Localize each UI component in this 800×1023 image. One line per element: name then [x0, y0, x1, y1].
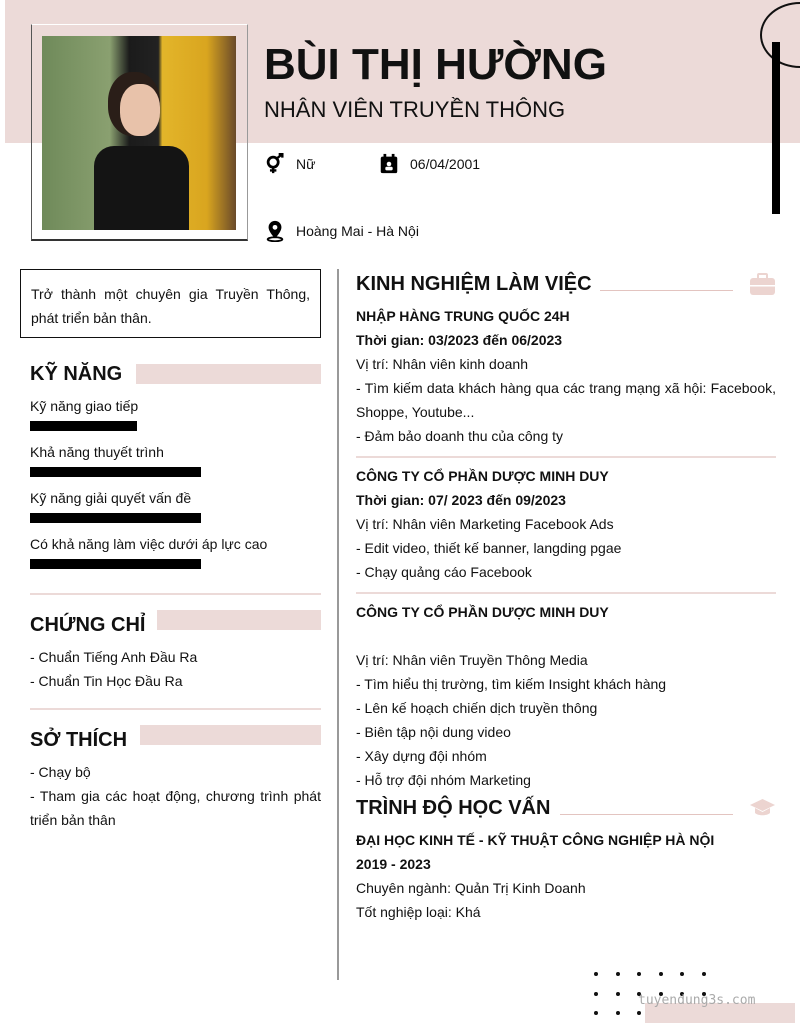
school-name: ĐẠI HỌC KINH TẾ - KỸ THUẬT CÔNG NGHIỆP HÀ NỘI [356, 832, 715, 848]
job-detail: Vị trí: Nhân viên Marketing Facebook Ads [356, 516, 614, 532]
company-name: CÔNG TY CỔ PHẦN DƯỢC MINH DUY [356, 604, 609, 620]
column-divider [337, 269, 339, 980]
heading-accent [140, 725, 321, 745]
certificates-list [30, 645, 197, 693]
skill-label: Có khả năng làm việc dưới áp lực cao [30, 536, 268, 552]
job-detail: - Xây dựng đội nhóm [356, 748, 487, 764]
gender-value: Nữ [296, 156, 316, 172]
calendar-icon [378, 153, 400, 175]
gender-info [264, 153, 315, 175]
dot [594, 1011, 598, 1015]
job-detail: - Hỗ trợ đội nhóm Marketing [356, 772, 531, 788]
gender-icon [264, 153, 286, 175]
birthday-value: 06/04/2001 [410, 156, 481, 172]
dot [616, 1011, 620, 1015]
dot [680, 972, 684, 976]
job-time: Thời gian: 03/2023 đến 06/2023 [356, 332, 563, 348]
skill-item [30, 486, 320, 532]
skill-level-bar [30, 467, 201, 477]
watermark: tuyendung3s.com [638, 993, 756, 1008]
dot [702, 972, 706, 976]
dot [594, 992, 598, 996]
dot [616, 972, 620, 976]
job-entry [356, 304, 776, 458]
job-time: Thời gian: 07/ 2023 đến 09/2023 [356, 492, 566, 508]
heading-line [600, 290, 733, 291]
skill-item [30, 394, 320, 440]
job-entry [356, 464, 776, 594]
divider [30, 593, 321, 595]
skill-level-bar [30, 513, 201, 523]
dot [616, 992, 620, 996]
job-detail: - Chạy quảng cáo Facebook [356, 564, 532, 580]
hobbies-heading: SỞ THÍCH [30, 729, 128, 751]
certificates-heading: CHỨNG CHỈ [30, 614, 146, 636]
dot [659, 972, 663, 976]
dot [637, 972, 641, 976]
hobby-item: - Tham gia các hoạt động, chương trình phát triển bản thân [30, 788, 321, 828]
job-detail: - Biên tập nội dung video [356, 724, 511, 740]
skill-label: Kỹ năng giải quyết vấn đề [30, 490, 192, 506]
education-heading: TRÌNH ĐỘ HỌC VẤN [356, 797, 551, 819]
job-detail: - Đảm bảo doanh thu của công ty [356, 428, 564, 444]
address-value: Hoàng Mai - Hà Nội [296, 223, 419, 239]
experience-list [356, 304, 776, 792]
briefcase-icon [749, 272, 776, 296]
heading-accent [157, 610, 321, 630]
job-entry [356, 600, 776, 792]
candidate-position: NHÂN VIÊN TRUYỀN THÔNG [264, 97, 566, 122]
dot [637, 1011, 641, 1015]
job-detail: - Tìm kiếm data khách hàng qua các trang mạng xã hội: Facebook, Shoppe, Youtube... [356, 380, 776, 420]
experience-heading: KINH NGHIỆM LÀM VIỆC [356, 273, 592, 295]
company-name: CÔNG TY CỔ PHẦN DƯỢC MINH DUY [356, 468, 609, 484]
education-details [356, 828, 714, 924]
skill-label: Kỹ năng giao tiếp [30, 398, 139, 414]
certificate-item: - Chuẩn Tiếng Anh Đầu Ra [30, 649, 198, 665]
job-detail: - Edit video, thiết kế banner, langding pgae [356, 540, 622, 556]
job-detail: - Lên kế hoạch chiến dịch truyền thông [356, 700, 598, 716]
career-objective: Trở thành một chuyên gia Truyền Thông, phát triển bản thân. [20, 269, 321, 338]
skill-level-bar [30, 559, 201, 569]
dot [594, 972, 598, 976]
skill-item [30, 532, 320, 578]
study-years: 2019 - 2023 [356, 856, 431, 872]
skills-heading: KỸ NĂNG [30, 363, 123, 385]
skill-item [30, 440, 320, 486]
skill-level-bar [30, 421, 137, 431]
address-info [264, 220, 419, 242]
skill-label: Khả năng thuyết trình [30, 444, 164, 460]
job-detail: - Tìm hiểu thị trường, tìm kiếm Insight khách hàng [356, 676, 667, 692]
birthday-info [378, 153, 480, 175]
decorative-bar [772, 42, 780, 214]
major: Chuyên ngành: Quản Trị Kinh Doanh [356, 880, 586, 896]
job-detail: Vị trí: Nhân viên kinh doanh [356, 356, 528, 372]
location-pin-icon [264, 220, 286, 242]
graduation-cap-icon [749, 798, 776, 818]
graduation-grade: Tốt nghiệp loại: Khá [356, 904, 481, 920]
candidate-name: BÙI THỊ HƯỜNG [264, 40, 607, 89]
hobby-item: - Chạy bộ [30, 764, 91, 780]
job-detail: Vị trí: Nhân viên Truyền Thông Media [356, 652, 588, 668]
skills-list [30, 394, 320, 578]
hobbies-list [30, 760, 321, 832]
certificate-item: - Chuẩn Tin Học Đầu Ra [30, 673, 183, 689]
heading-accent [136, 364, 321, 384]
divider [30, 708, 321, 710]
profile-photo [42, 36, 236, 230]
company-name: NHẬP HÀNG TRUNG QUỐC 24H [356, 308, 570, 324]
heading-line [560, 814, 733, 815]
